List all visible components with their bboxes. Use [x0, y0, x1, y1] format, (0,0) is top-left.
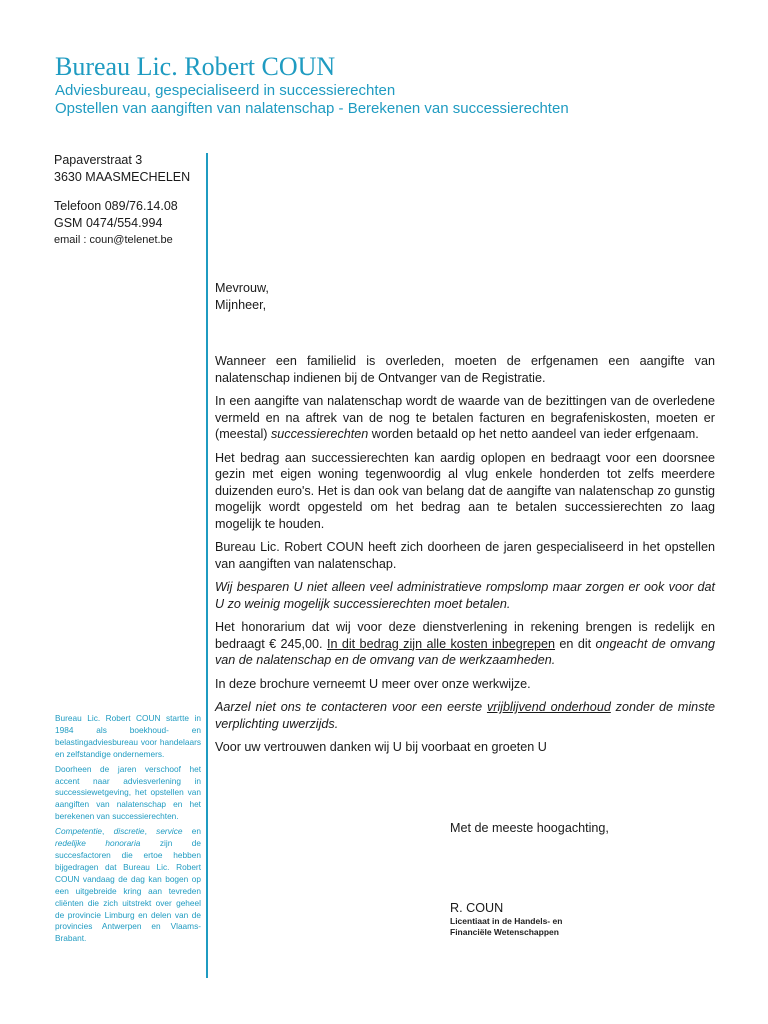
letter-paragraph: Het honorarium dat wij voor deze dienstverlening in rekening brengen is redelijk en bedraagt € 245,00. In dit bedrag zijn alle kosten inbegrepen en dit ongeacht de omvang van de nalatenschap en de omvang van de werkzaamheden.	[215, 620, 715, 667]
letter-paragraph: Voor uw vertrouwen danken wij U bij voorbaat en groeten U	[215, 740, 547, 754]
signature-title-2: Financiële Wetenschappen	[450, 927, 559, 937]
address-street: Papaverstraat 3	[54, 153, 143, 167]
letter-body	[215, 280, 715, 763]
letter-paragraph: Wij besparen U niet alleen veel administratieve rompslomp maar zorgen er ook voor dat U zo weinig mogelijk successierechten moet betalen.	[215, 580, 715, 611]
email-address: email : coun@telenet.be	[54, 234, 173, 246]
letter-paragraph: Bureau Lic. Robert COUN heeft zich doorheen de jaren gespecialiseerd in het opstellen van aangiften van nalatenschap.	[215, 540, 715, 571]
company-subtitle-1: Adviesbureau, gespecialiseerd in successierechten	[55, 82, 396, 99]
closing-line: Met de meeste hoogachting,	[450, 821, 609, 835]
letter-paragraph: In deze brochure verneemt U meer over onze werkwijze.	[215, 676, 531, 691]
address-city: 3630 MAASMECHELEN	[54, 170, 191, 184]
sidebar-paragraph: Doorheen de jaren verschoof het accent naar adviesverlening in successiewetgeving, het opstellen van aangiften van nalatenschap en het berekenen van successierechten.	[55, 763, 201, 822]
sidebar-info	[55, 713, 201, 948]
signature-title-1: Licentiaat in de Handels- en	[450, 916, 563, 926]
vertical-divider	[206, 153, 208, 978]
gsm-number: GSM 0474/554.994	[54, 216, 163, 230]
company-subtitle-2: Opstellen van aangiften van nalatenschap - Berekenen van successierechten	[55, 100, 569, 117]
signature-name: R. COUN	[450, 901, 504, 915]
letter-paragraph: In een aangifte van nalatenschap wordt de waarde van de bezittingen van de overledene vermeld en na aftrek van de nog te betalen facturen en begrafeniskosten, moeten er (meestal) successierechten worden betaald op het netto aandeel van ieder erfgenaam.	[215, 394, 715, 441]
contact-block	[54, 152, 190, 249]
letterhead	[55, 52, 569, 118]
letter-paragraph: Wanneer een familielid is overleden, moeten de erfgenamen een aangifte van nalatenschap indienen bij de Ontvanger van de Registratie.	[215, 354, 715, 385]
phone-number: Telefoon 089/76.14.08	[54, 199, 178, 213]
salutation: Mevrouw, Mijnheer,	[215, 281, 269, 312]
company-title: Bureau Lic. Robert COUN	[55, 52, 336, 81]
sidebar-paragraph: Competentie, discretie, service en redelijke honoraria zijn de succesfactoren die ertoe hebben bijgedragen dat Bureau Lic. Robert COUN vandaag de dag kan bogen op een uitgebreide kring aan tevreden cliënten die zich uitstrekt over geheel de provincie Limburg en delen van de provincies Antwerpen en Vlaams-Brabant.	[55, 826, 201, 944]
letter-paragraph: Aarzel niet ons te contacteren voor een eerste vrijblijvend onderhoud zonder de minste verplichting uwerzijds.	[215, 700, 715, 731]
letter-paragraph: Het bedrag aan successierechten kan aardig oplopen en bedraagt voor een doorsnee gezin met eigen woning tegenwoordig al vlug enkele honderden tot zelfs meerdere duizenden euro's. Het is dan ook van belang dat de aangifte van nalatenschap zo gunstig mogelijk wordt opgesteld om het bedrag aan te betalen successierechten zo laag mogelijk te houden.	[215, 450, 715, 531]
sidebar-paragraph: Bureau Lic. Robert COUN startte in 1984 als boekhoud- en belastingadviesbureau voor handelaars en zelfstandige ondernemers.	[55, 713, 201, 759]
signature-block	[450, 900, 562, 938]
